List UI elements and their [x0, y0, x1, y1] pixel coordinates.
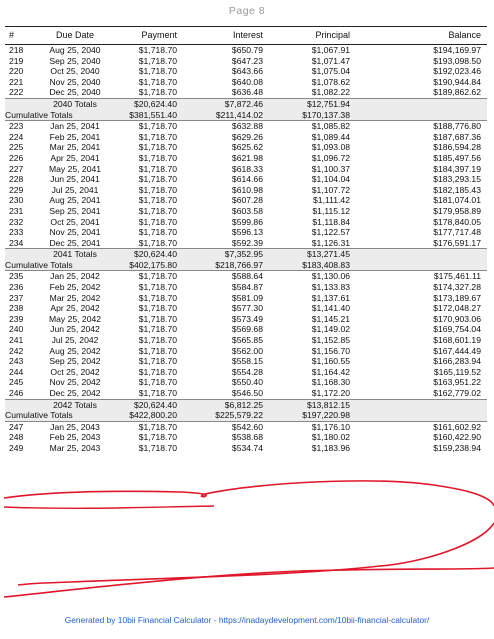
payment-number: 229	[9, 184, 24, 195]
payment-number: 222	[9, 87, 24, 98]
table-row	[5, 443, 487, 454]
interest-amount: $618.33	[231, 163, 263, 174]
table-row	[5, 45, 487, 56]
cumulative-totals-row	[5, 410, 487, 422]
totals-payment: $20,624.40	[133, 399, 177, 410]
payment-amount: $1,718.70	[138, 121, 177, 132]
payment-amount: $1,718.70	[138, 282, 177, 293]
due-date: Aug 25, 2042	[49, 345, 101, 356]
table-row	[5, 217, 487, 228]
table-row	[5, 346, 487, 357]
balance-amount: $172,048.27	[433, 303, 481, 314]
table-row	[5, 238, 487, 249]
payment-number: 224	[9, 131, 24, 142]
balance-amount: $169,754.04	[433, 324, 481, 335]
cumulative-totals-row	[5, 110, 487, 122]
payment-amount: $1,718.70	[138, 366, 177, 377]
due-date: Mar 25, 2041	[49, 142, 101, 153]
balance-amount: $194,169.97	[433, 45, 481, 55]
cumulative-payment: $402,175.80	[129, 259, 177, 270]
due-date: Oct 25, 2041	[50, 216, 100, 227]
balance-amount: $175,461.11	[433, 271, 481, 282]
due-date: Nov 25, 2041	[49, 227, 101, 238]
payment-number: 240	[9, 324, 24, 335]
payment-number: 233	[9, 227, 24, 238]
table-row	[5, 335, 487, 346]
payment-number: 227	[9, 163, 24, 174]
table-row	[5, 142, 487, 153]
interest-amount: $542.60	[231, 421, 263, 432]
due-date: Nov 25, 2042	[49, 377, 101, 388]
interest-amount: $603.58	[231, 205, 263, 216]
due-date: Jul 25, 2041	[51, 184, 99, 195]
due-date: Feb 25, 2042	[49, 282, 101, 293]
interest-amount: $621.98	[231, 152, 263, 163]
balance-amount: $188,776.80	[433, 121, 481, 132]
due-date: Nov 25, 2040	[49, 76, 101, 87]
cumulative-totals-label: Cumulative Totals	[5, 410, 73, 421]
table-row	[5, 356, 487, 367]
due-date: Dec 25, 2041	[49, 237, 101, 248]
cumulative-totals-label: Cumulative Totals	[5, 109, 73, 120]
due-date: May 25, 2041	[48, 163, 102, 174]
payment-amount: $1,718.70	[138, 345, 177, 356]
balance-amount: $189,862.62	[433, 87, 481, 98]
red-ink-loop	[18, 523, 494, 585]
col-header-principal: Principal	[315, 30, 350, 40]
principal-amount: $1,107.72	[311, 184, 350, 195]
table-row	[5, 132, 487, 143]
interest-amount: $581.09	[231, 292, 263, 303]
payment-amount: $1,718.70	[138, 142, 177, 153]
balance-amount: $162,779.02	[433, 388, 481, 398]
due-date: Feb 25, 2043	[49, 432, 101, 443]
payment-number: 235	[9, 271, 24, 282]
payment-amount: $1,718.70	[138, 421, 177, 432]
principal-amount: $1,096.72	[311, 152, 350, 163]
payment-number: 248	[9, 432, 24, 443]
payment-number: 219	[9, 55, 24, 66]
table-row	[5, 432, 487, 443]
due-date: Sep 25, 2040	[49, 55, 101, 66]
payment-amount: $1,718.70	[138, 292, 177, 303]
payment-amount: $1,718.70	[138, 66, 177, 77]
payment-amount: $1,718.70	[138, 216, 177, 227]
table-row	[5, 174, 487, 185]
due-date: Jul 25, 2042	[51, 335, 99, 346]
cumulative-principal: $183,408.83	[302, 259, 350, 270]
balance-amount: $178,840.05	[433, 216, 481, 227]
col-header-due-date: Due Date	[55, 30, 95, 40]
due-date: Oct 25, 2040	[50, 66, 100, 77]
balance-amount: $161,602.92	[433, 421, 481, 432]
balance-amount: $185,497.56	[433, 152, 481, 163]
year-totals-label: 2042 Totals	[53, 399, 97, 410]
balance-amount: $174,327.28	[433, 282, 481, 293]
cumulative-interest: $211,414.02	[215, 109, 263, 120]
balance-amount: $168,601.19	[433, 335, 481, 346]
due-date: Sep 25, 2041	[49, 205, 101, 216]
principal-amount: $1,180.02	[311, 432, 350, 443]
interest-amount: $610.98	[231, 184, 263, 195]
payment-number: 231	[9, 205, 24, 216]
interest-amount: $636.48	[231, 87, 263, 98]
principal-amount: $1,168.30	[311, 377, 350, 388]
payment-amount: $1,718.70	[138, 205, 177, 216]
cumulative-interest: $218,766.97	[215, 259, 263, 270]
interest-amount: $640.08	[231, 76, 263, 87]
payment-number: 221	[9, 76, 24, 87]
due-date: Apr 25, 2042	[50, 303, 100, 314]
payment-number: 232	[9, 216, 24, 227]
interest-amount: $546.50	[231, 388, 263, 398]
payment-number: 225	[9, 142, 24, 153]
payment-amount: $1,718.70	[138, 335, 177, 346]
payment-amount: $1,718.70	[138, 442, 177, 453]
totals-payment: $20,624.40	[133, 98, 177, 109]
red-ink-underline-top	[4, 481, 494, 506]
cumulative-totals-label: Cumulative Totals	[5, 259, 73, 270]
table-row	[5, 377, 487, 388]
payment-number: 245	[9, 377, 24, 388]
interest-amount: $588.64	[231, 271, 263, 282]
principal-amount: $1,172.20	[311, 388, 350, 398]
principal-amount: $1,122.57	[311, 227, 350, 238]
table-row	[5, 324, 487, 335]
payment-number: 244	[9, 366, 24, 377]
principal-amount: $1,089.44	[311, 131, 350, 142]
payment-number: 220	[9, 66, 24, 77]
payment-number: 249	[9, 442, 24, 453]
year-totals-row	[5, 248, 487, 260]
col-header-number: #	[9, 30, 15, 40]
balance-amount: $159,238.94	[433, 442, 481, 453]
interest-amount: $573.49	[231, 313, 263, 324]
principal-amount: $1,104.04	[311, 174, 350, 185]
interest-amount: $569.68	[231, 324, 263, 335]
principal-amount: $1,149.02	[311, 324, 350, 335]
balance-amount: $183,293.15	[433, 174, 481, 185]
principal-amount: $1,067.91	[311, 45, 350, 55]
payment-amount: $1,718.70	[138, 76, 177, 87]
payment-amount: $1,718.70	[138, 87, 177, 98]
payment-number: 239	[9, 313, 24, 324]
totals-interest: $6,812.25	[224, 399, 263, 410]
payment-number: 243	[9, 356, 24, 367]
principal-amount: $1,130.06	[311, 271, 350, 282]
page-title: Page 8	[228, 5, 266, 17]
principal-amount: $1,075.04	[311, 66, 350, 77]
balance-amount: $193,098.50	[433, 55, 481, 66]
due-date: Mar 25, 2043	[49, 442, 101, 453]
principal-amount: $1,152.85	[311, 335, 350, 346]
year-totals-row	[5, 399, 487, 411]
principal-amount: $1,141.40	[311, 303, 350, 314]
interest-amount: $577.30	[231, 303, 263, 314]
cumulative-interest: $225,579.22	[215, 410, 263, 421]
due-date: Feb 25, 2041	[49, 131, 101, 142]
payment-amount: $1,718.70	[138, 377, 177, 388]
balance-amount: $167,444.49	[433, 345, 481, 356]
interest-amount: $550.40	[231, 377, 263, 388]
principal-amount: $1,085.82	[311, 121, 350, 132]
payment-amount: $1,718.70	[138, 356, 177, 367]
table-row	[5, 77, 487, 88]
principal-amount: $1,082.22	[311, 87, 350, 98]
payment-number: 247	[9, 421, 24, 432]
balance-amount: $166,283.94	[433, 356, 481, 367]
principal-amount: $1,078.62	[311, 76, 350, 87]
due-date: Mar 25, 2042	[49, 292, 101, 303]
payment-amount: $1,718.70	[138, 303, 177, 314]
table-row	[5, 282, 487, 293]
payment-amount: $1,718.70	[138, 388, 177, 398]
payment-number: 230	[9, 195, 24, 206]
table-row	[5, 271, 487, 282]
balance-amount: $184,397.19	[433, 163, 481, 174]
payment-amount: $1,718.70	[138, 195, 177, 206]
table-row	[5, 121, 487, 132]
payment-number: 241	[9, 335, 24, 346]
balance-amount: $179,958.89	[433, 205, 481, 216]
balance-amount: $177,717.48	[433, 227, 481, 238]
interest-amount: $643.66	[231, 66, 263, 77]
due-date: Sep 25, 2042	[49, 356, 101, 367]
principal-amount: $1,145.21	[311, 313, 350, 324]
payment-amount: $1,718.70	[138, 45, 177, 55]
principal-amount: $1,111.42	[313, 195, 350, 206]
interest-amount: $625.62	[231, 142, 263, 153]
col-header-payment: Payment	[141, 30, 177, 40]
col-header-balance: Balance	[448, 30, 481, 40]
principal-amount: $1,156.70	[311, 345, 350, 356]
year-totals-row	[5, 98, 487, 110]
payment-number: 228	[9, 174, 24, 185]
table-row	[5, 227, 487, 238]
payment-number: 218	[9, 45, 24, 55]
table-row	[5, 87, 487, 98]
interest-amount: $565.85	[231, 335, 263, 346]
table-row	[5, 314, 487, 325]
totals-principal: $13,812.15	[306, 399, 350, 410]
amortization-table	[5, 26, 487, 454]
payment-amount: $1,718.70	[138, 324, 177, 335]
interest-amount: $599.86	[231, 216, 263, 227]
principal-amount: $1,176.10	[311, 421, 350, 432]
due-date: Jan 25, 2041	[50, 121, 100, 132]
interest-amount: $558.15	[231, 356, 263, 367]
balance-amount: $163,951.22	[433, 377, 481, 388]
payment-number: 238	[9, 303, 24, 314]
interest-amount: $584.87	[231, 282, 263, 293]
interest-amount: $538.68	[231, 432, 263, 443]
balance-amount: $173,189.67	[433, 292, 481, 303]
principal-amount: $1,133.83	[311, 282, 350, 293]
interest-amount: $629.26	[231, 131, 263, 142]
cumulative-principal: $197,220.98	[302, 410, 350, 421]
payment-number: 234	[9, 237, 24, 248]
balance-amount: $186,594.28	[433, 142, 481, 153]
balance-amount: $176,591.17	[433, 237, 481, 248]
interest-amount: $562.00	[231, 345, 263, 356]
due-date: Dec 25, 2040	[49, 87, 101, 98]
red-ink-underline-mid	[4, 506, 214, 508]
interest-amount: $592.39	[231, 237, 263, 248]
table-row	[5, 56, 487, 67]
table-row	[5, 185, 487, 196]
interest-amount: $607.28	[231, 195, 263, 206]
payment-number: 236	[9, 282, 24, 293]
table-row	[5, 206, 487, 217]
payment-number: 223	[9, 121, 24, 132]
table-row	[5, 293, 487, 304]
payment-number: 226	[9, 152, 24, 163]
interest-amount: $596.13	[231, 227, 263, 238]
principal-amount: $1,100.37	[311, 163, 350, 174]
cumulative-payment: $381,551.40	[129, 109, 177, 120]
totals-principal: $12,751.94	[306, 98, 350, 109]
payment-amount: $1,718.70	[138, 163, 177, 174]
totals-principal: $13,271.45	[306, 249, 350, 260]
principal-amount: $1,183.96	[311, 442, 350, 453]
interest-amount: $554.28	[231, 366, 263, 377]
cumulative-totals-row	[5, 260, 487, 272]
footer-credit[interactable]: Generated by 10bii Financial Calculator - https://inadaydevelopment.com/10bii-financial-calculator/	[64, 615, 430, 625]
due-date: Dec 25, 2042	[49, 388, 101, 398]
due-date: Apr 25, 2041	[50, 152, 100, 163]
cumulative-payment: $422,800.20	[129, 410, 177, 421]
interest-amount: $650.79	[231, 45, 263, 55]
totals-interest: $7,872.46	[224, 98, 263, 109]
due-date: Jan 25, 2043	[50, 421, 100, 432]
interest-amount: $647.23	[231, 55, 263, 66]
table-row	[5, 66, 487, 77]
principal-amount: $1,093.08	[311, 142, 350, 153]
payment-amount: $1,718.70	[138, 271, 177, 282]
payment-number: 242	[9, 345, 24, 356]
balance-amount: $190,944.84	[433, 76, 481, 87]
balance-amount: $165,119.52	[433, 366, 481, 377]
principal-amount: $1,126.31	[311, 237, 350, 248]
table-body	[5, 45, 487, 454]
balance-amount: $182,185.43	[433, 184, 481, 195]
due-date: Aug 25, 2040	[49, 45, 101, 55]
table-row	[5, 422, 487, 433]
balance-amount: $192,023.46	[433, 66, 481, 77]
payment-amount: $1,718.70	[138, 237, 177, 248]
balance-amount: $160,422.90	[433, 432, 481, 443]
table-row	[5, 195, 487, 206]
payment-amount: $1,718.70	[138, 174, 177, 185]
year-totals-label: 2041 Totals	[53, 249, 97, 260]
interest-amount: $534.74	[231, 442, 263, 453]
due-date: Oct 25, 2042	[50, 366, 100, 377]
payment-amount: $1,718.70	[138, 184, 177, 195]
balance-amount: $181,074.01	[433, 195, 481, 206]
payment-amount: $1,718.70	[138, 432, 177, 443]
table-row	[5, 153, 487, 164]
payment-amount: $1,718.70	[138, 152, 177, 163]
payment-amount: $1,718.70	[138, 131, 177, 142]
due-date: Jun 25, 2042	[50, 324, 100, 335]
balance-amount: $187,687.36	[433, 131, 481, 142]
payment-amount: $1,718.70	[138, 313, 177, 324]
table-row	[5, 388, 487, 399]
totals-interest: $7,352.95	[224, 249, 263, 260]
principal-amount: $1,115.12	[312, 205, 350, 216]
red-ink-underline-bottom	[4, 568, 494, 597]
cumulative-principal: $170,137.38	[302, 109, 350, 120]
totals-payment: $20,624.40	[133, 249, 177, 260]
table-row	[5, 303, 487, 314]
balance-amount: $170,903.06	[433, 313, 481, 324]
principal-amount: $1,164.42	[311, 366, 350, 377]
principal-amount: $1,160.55	[311, 356, 350, 367]
principal-amount: $1,071.47	[311, 55, 350, 66]
payment-number: 237	[9, 292, 24, 303]
table-row	[5, 367, 487, 378]
year-totals-label: 2040 Totals	[53, 98, 97, 109]
principal-amount: $1,118.84	[312, 216, 350, 227]
due-date: Jun 25, 2041	[50, 174, 100, 185]
interest-amount: $632.88	[231, 121, 263, 132]
table-row	[5, 164, 487, 175]
due-date: May 25, 2042	[48, 313, 102, 324]
due-date: Aug 25, 2041	[49, 195, 101, 206]
table-header-row	[5, 27, 487, 45]
due-date: Jan 25, 2042	[50, 271, 100, 282]
payment-number: 246	[9, 388, 24, 398]
interest-amount: $614.66	[231, 174, 263, 185]
principal-amount: $1,137.61	[311, 292, 350, 303]
payment-amount: $1,718.70	[138, 55, 177, 66]
payment-amount: $1,718.70	[138, 227, 177, 238]
col-header-interest: Interest	[232, 30, 263, 40]
